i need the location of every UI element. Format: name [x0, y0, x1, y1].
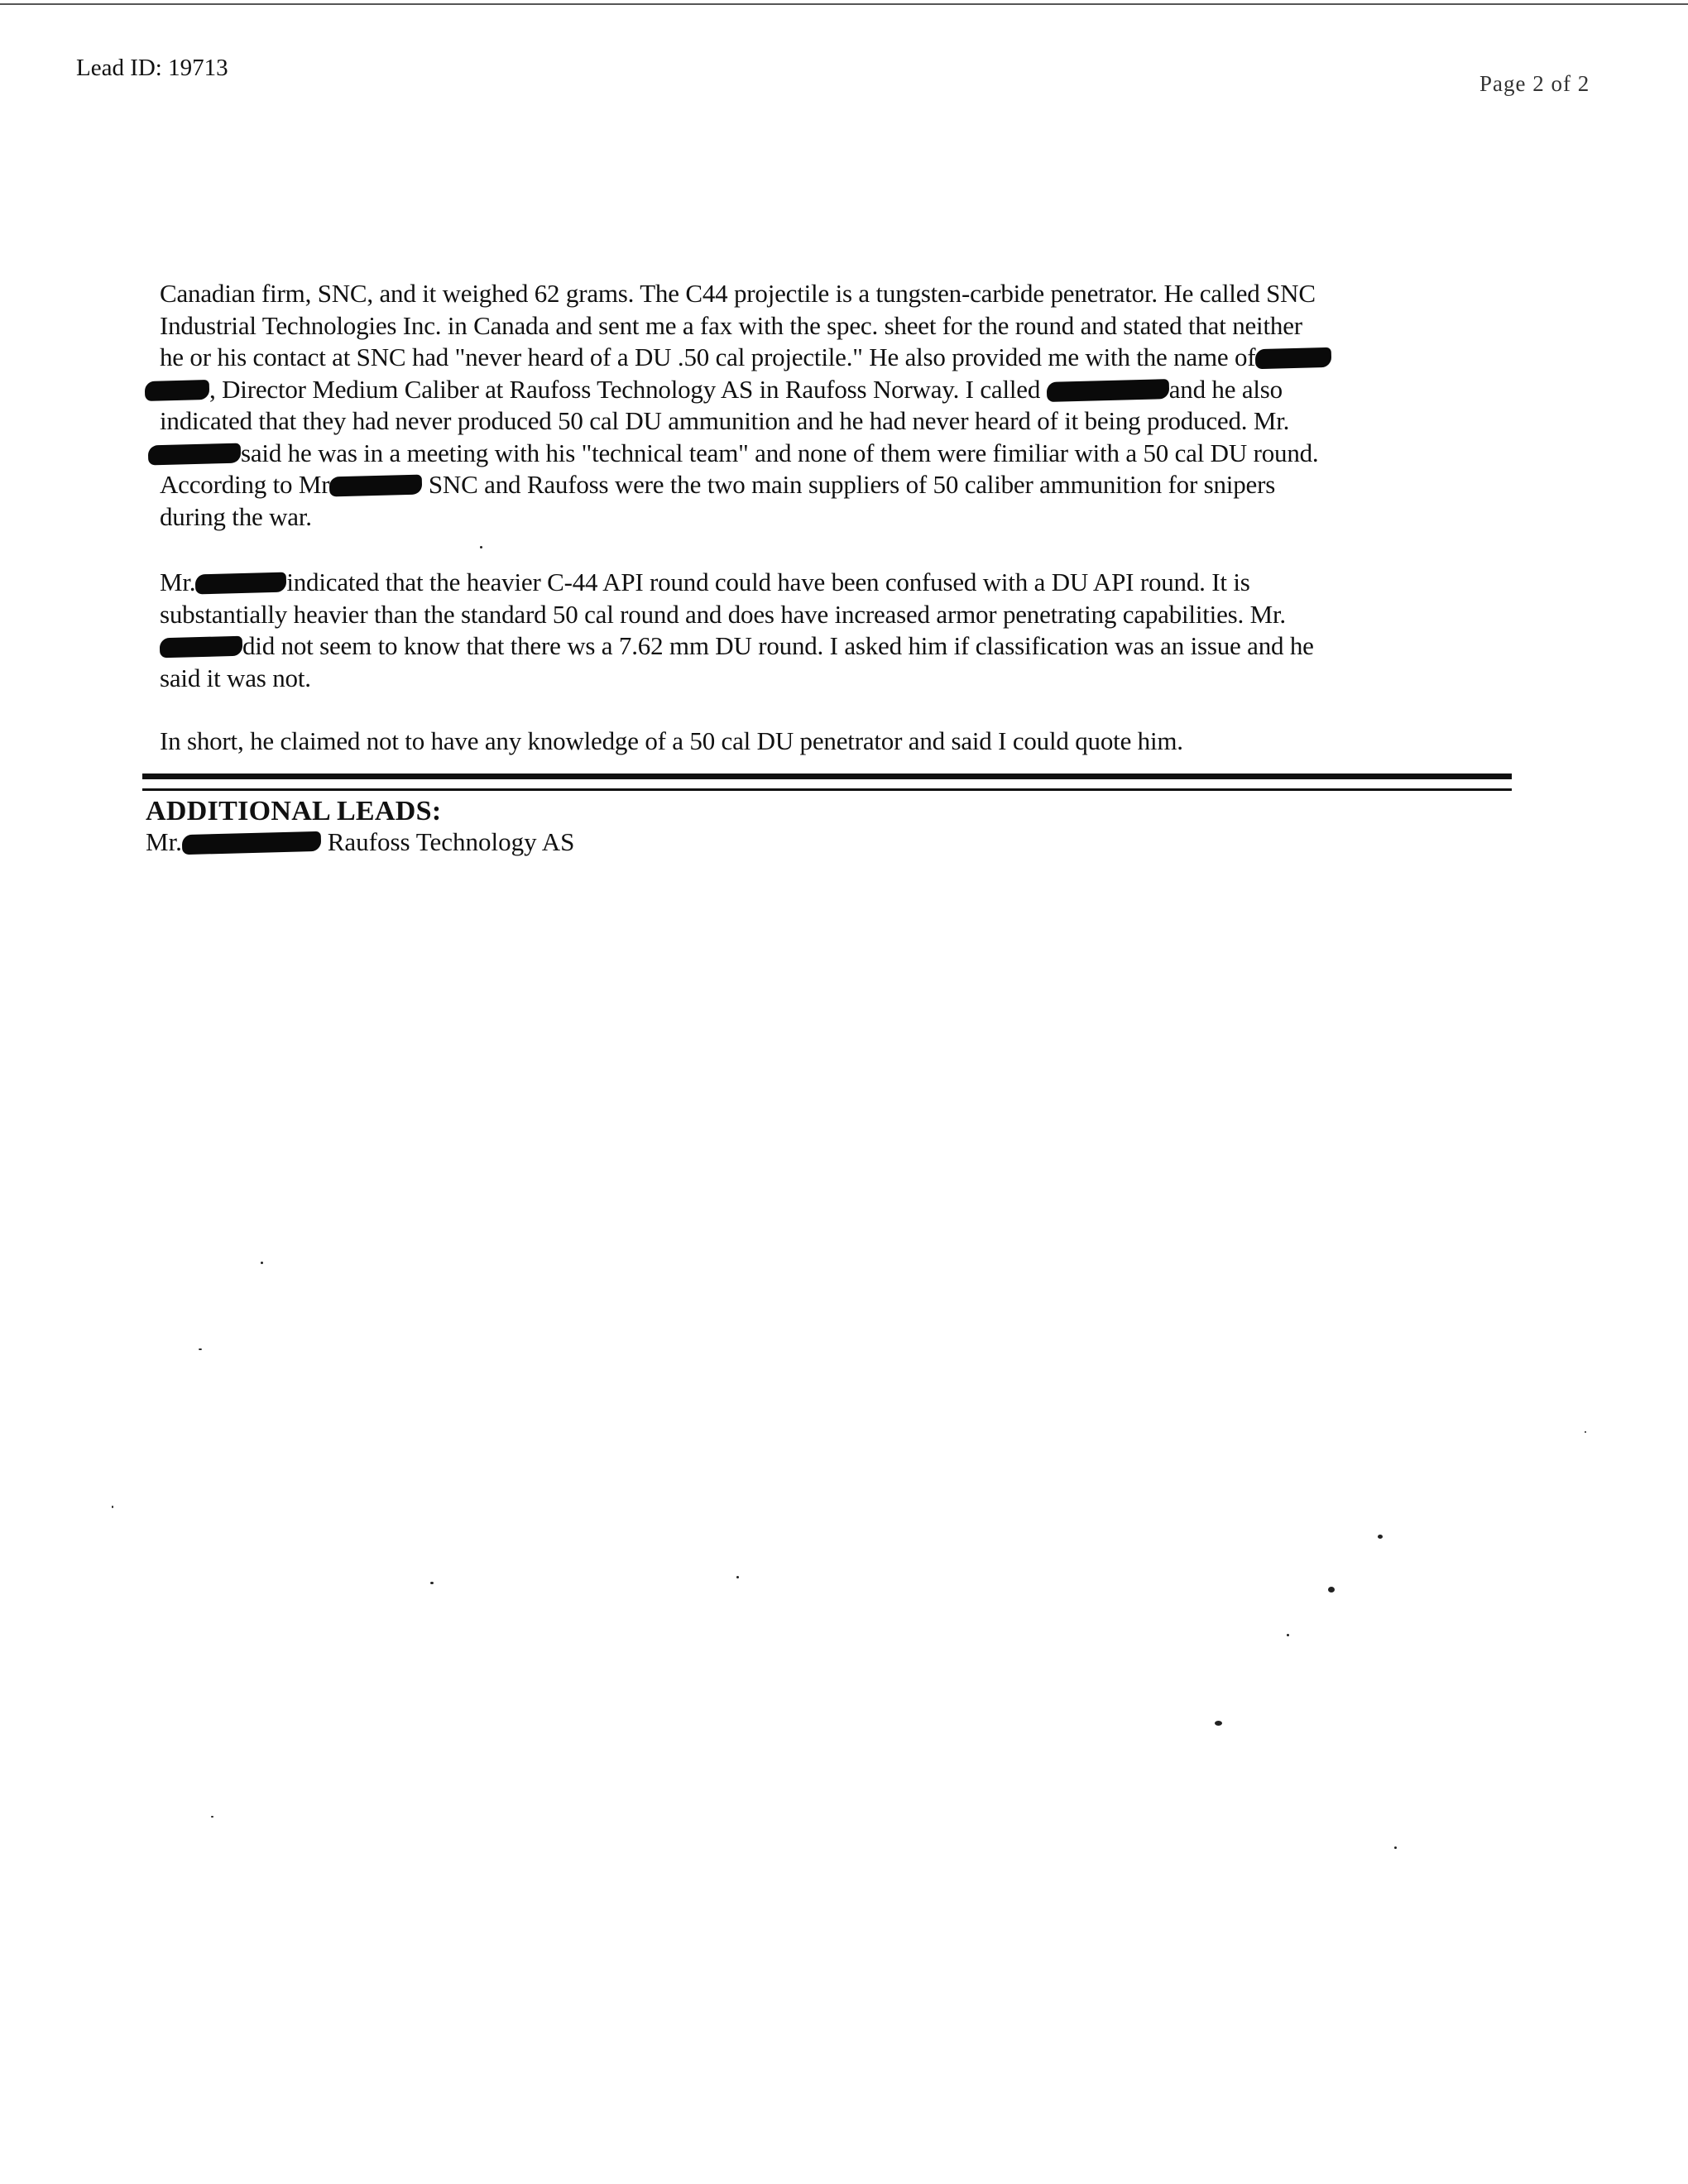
redaction-mark	[145, 379, 210, 400]
paragraph-1	[160, 278, 1451, 533]
text-segment: indicated that the heavier C-44 API round could have been confused with a DU API round. It is	[286, 568, 1250, 596]
scan-speck	[480, 546, 482, 548]
scan-speck	[1287, 1634, 1289, 1636]
scan-speck	[261, 1262, 263, 1264]
paragraph-3	[160, 726, 1451, 758]
redaction-mark	[1255, 347, 1332, 369]
scan-speck	[736, 1576, 739, 1578]
text-line: In short, he claimed not to have any knowledge of a 50 cal DU penetrator and said I could quote him.	[160, 726, 1183, 755]
text-segment: SNC and Raufoss were the two main suppliers of 50 caliber ammunition for snipers	[422, 470, 1276, 499]
text-line: Canadian firm, SNC, and it weighed 62 grams. The C44 projectile is a tungsten-carbide penetrator. He called SNC	[160, 279, 1316, 308]
scan-speck	[112, 1506, 113, 1508]
page-number: Page 2 of 2	[1479, 71, 1590, 96]
text-segment: , Director Medium Caliber at Raufoss Technology AS in Raufoss Norway. I called	[209, 374, 1047, 404]
paragraph-2	[160, 567, 1451, 694]
text-line: indicated that they had never produced 50 cal DU ammunition and he had never heard of it being produced. Mr.	[160, 406, 1290, 435]
section-divider-thick	[142, 774, 1512, 779]
text-segment: he or his contact at SNC had "never heard of a DU .50 cal projectile." He also provided me with the name of	[160, 342, 1256, 371]
text-segment: did not seem to know that there ws a 7.62 mm DU round. I asked him if classification was an issue and he	[242, 631, 1314, 660]
text-segment: and he also	[1168, 374, 1283, 404]
lead-id: Lead ID: 19713	[76, 55, 228, 81]
additional-leads-heading: ADDITIONAL LEADS:	[146, 796, 442, 826]
scan-speck	[199, 1348, 202, 1350]
section-divider-thin	[142, 788, 1512, 791]
text-segment: said he was in a meeting with his "technical team" and none of them were fimiliar with a 50 cal DU round.	[241, 438, 1319, 467]
text-line	[145, 374, 1451, 406]
text-line: during the war.	[160, 501, 312, 531]
text-segment: According to Mr	[160, 470, 330, 499]
text-line: said it was not.	[160, 663, 311, 692]
text-line	[160, 469, 1451, 501]
scan-speck	[1585, 1431, 1586, 1433]
redaction-mark	[329, 475, 423, 497]
scan-speck	[211, 1816, 213, 1818]
text-line	[160, 342, 1451, 374]
redaction-mark	[1046, 379, 1169, 402]
text-line	[148, 438, 1451, 470]
scan-speck	[430, 1582, 434, 1584]
text-segment: Mr.	[160, 568, 196, 596]
scan-top-border	[0, 3, 1688, 5]
redaction-mark	[148, 443, 242, 465]
text-segment: Raufoss Technology AS	[320, 827, 575, 856]
redaction-mark	[160, 636, 243, 659]
scan-speck	[1328, 1587, 1335, 1592]
text-segment: Mr.	[146, 827, 182, 856]
text-line	[160, 630, 1451, 663]
scan-speck	[1394, 1846, 1397, 1849]
scan-speck	[1215, 1721, 1222, 1726]
text-line	[160, 567, 1451, 599]
redaction-mark	[195, 572, 287, 595]
redaction-mark	[182, 831, 322, 855]
text-line: Industrial Technologies Inc. in Canada and sent me a fax with the spec. sheet for the round and stated that neither	[160, 310, 1302, 340]
additional-lead-entry	[146, 827, 574, 857]
scan-speck	[1378, 1535, 1383, 1539]
text-line: substantially heavier than the standard 50 cal round and does have increased armor penetrating capabilities. Mr.	[160, 599, 1286, 629]
